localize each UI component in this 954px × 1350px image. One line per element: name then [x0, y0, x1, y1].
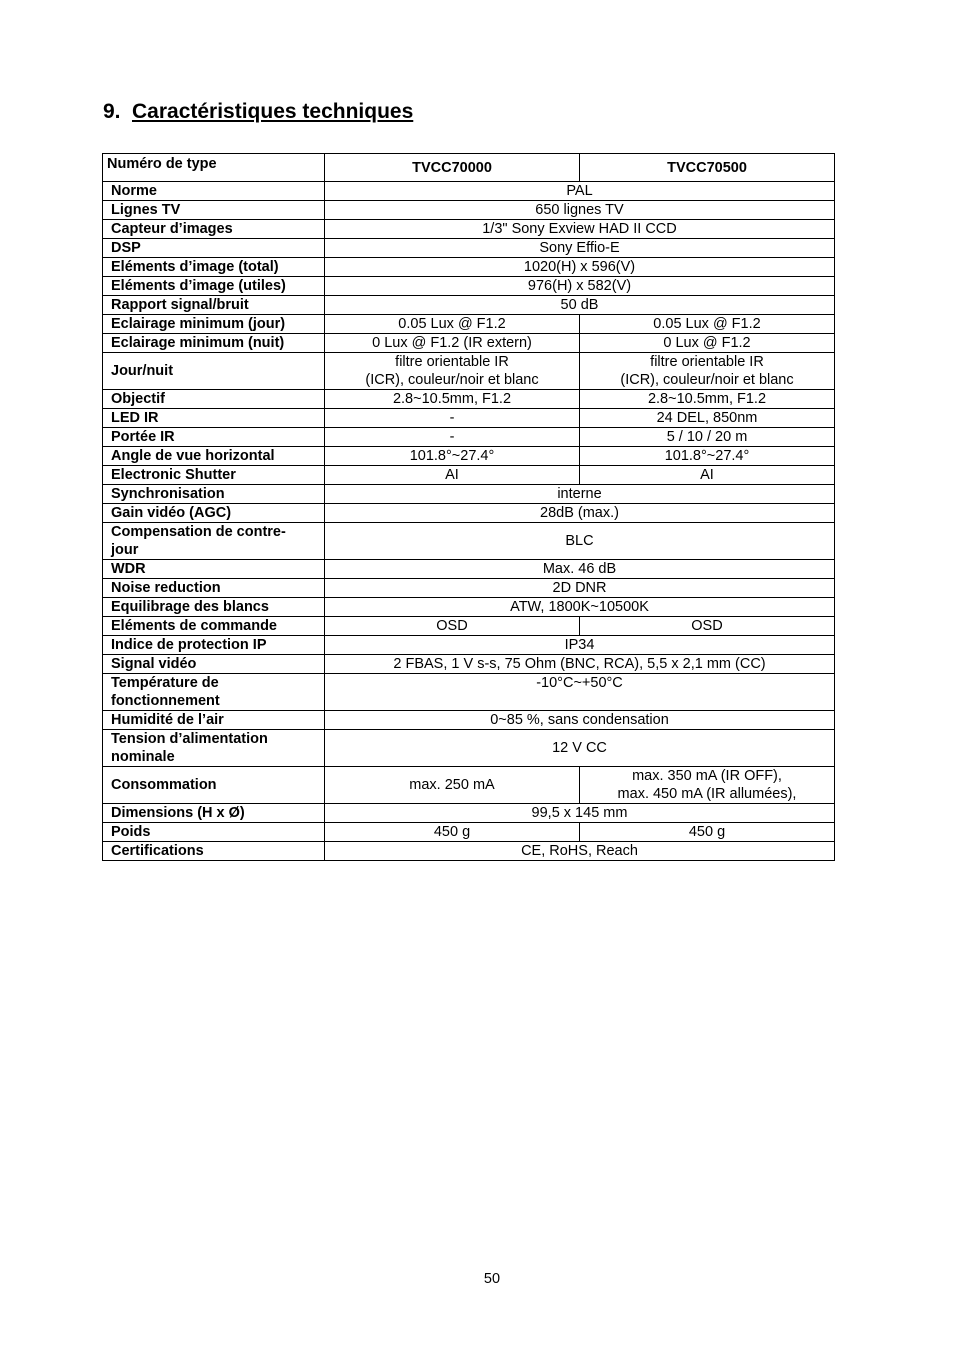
- row-value: Max. 46 dB: [325, 560, 835, 579]
- header-label: Numéro de type: [103, 154, 325, 182]
- row-value-b: [580, 767, 835, 804]
- row-value-b: 101.8°~27.4°: [580, 447, 835, 466]
- section-title-text: Caractéristiques techniques: [132, 100, 414, 123]
- row-label: Jour/nuit: [103, 353, 325, 390]
- table-row: [103, 220, 835, 239]
- label-line: jour: [111, 542, 139, 558]
- row-value: ATW, 1800K~10500K: [325, 598, 835, 617]
- row-value: interne: [325, 485, 835, 504]
- row-value-b: 24 DEL, 850nm: [580, 409, 835, 428]
- value-line: filtre orientable IR: [395, 354, 509, 370]
- table-row: [103, 617, 835, 636]
- row-value: 0~85 %, sans condensation: [325, 711, 835, 730]
- table-row: [103, 674, 835, 711]
- row-label: Eléments de commande: [103, 617, 325, 636]
- table-row: [103, 466, 835, 485]
- table-row: [103, 334, 835, 353]
- label-line: Compensation de contre-: [111, 524, 286, 540]
- value-line: (ICR), couleur/noir et blanc: [620, 372, 794, 388]
- row-value: CE, RoHS, Reach: [325, 842, 835, 861]
- row-value: 976(H) x 582(V): [325, 277, 835, 296]
- section-title: [103, 98, 413, 126]
- table-row: [103, 767, 835, 804]
- table-row: [103, 711, 835, 730]
- table-header-row: [103, 154, 835, 182]
- row-label: Eléments d’image (total): [103, 258, 325, 277]
- row-label: Indice de protection IP: [103, 636, 325, 655]
- value-line: filtre orientable IR: [650, 354, 764, 370]
- value-line: (ICR), couleur/noir et blanc: [365, 372, 539, 388]
- row-label: Gain vidéo (AGC): [103, 504, 325, 523]
- table-row: [103, 560, 835, 579]
- row-label: [103, 674, 325, 711]
- table-row: [103, 504, 835, 523]
- row-label: Consommation: [103, 767, 325, 804]
- row-value: 99,5 x 145 mm: [325, 804, 835, 823]
- row-value-b: 0 Lux @ F1.2: [580, 334, 835, 353]
- header-model-b: TVCC70500: [580, 154, 835, 182]
- row-label: Noise reduction: [103, 579, 325, 598]
- row-value-a: 2.8~10.5mm, F1.2: [325, 390, 580, 409]
- header-model-a: TVCC70000: [325, 154, 580, 182]
- row-label: DSP: [103, 239, 325, 258]
- table-row: [103, 390, 835, 409]
- row-label: Certifications: [103, 842, 325, 861]
- row-label: Lignes TV: [103, 201, 325, 220]
- table-row: [103, 842, 835, 861]
- value-line: max. 350 mA (IR OFF),: [632, 768, 782, 784]
- row-value-b: 450 g: [580, 823, 835, 842]
- row-value: Sony Effio-E: [325, 239, 835, 258]
- label-line: fonctionnement: [111, 693, 220, 709]
- row-label: Humidité de l’air: [103, 711, 325, 730]
- row-value-a: max. 250 mA: [325, 767, 580, 804]
- row-label: Electronic Shutter: [103, 466, 325, 485]
- row-value: 1020(H) x 596(V): [325, 258, 835, 277]
- table-row: [103, 296, 835, 315]
- row-value: 50 dB: [325, 296, 835, 315]
- row-value-a: 0 Lux @ F1.2 (IR extern): [325, 334, 580, 353]
- row-label: [103, 730, 325, 767]
- row-value: 2D DNR: [325, 579, 835, 598]
- table-row: [103, 730, 835, 767]
- table-row: [103, 239, 835, 258]
- row-label: Dimensions (H x Ø): [103, 804, 325, 823]
- row-value: 650 lignes TV: [325, 201, 835, 220]
- row-value-a: 450 g: [325, 823, 580, 842]
- row-label: Eléments d’image (utiles): [103, 277, 325, 296]
- row-label: Angle de vue horizontal: [103, 447, 325, 466]
- label-line: Tension d’alimentation: [111, 731, 268, 747]
- row-label: Synchronisation: [103, 485, 325, 504]
- table-row: [103, 485, 835, 504]
- row-value-b: [580, 353, 835, 390]
- table-row: [103, 428, 835, 447]
- table-row: [103, 823, 835, 842]
- row-value-a: 0.05 Lux @ F1.2: [325, 315, 580, 334]
- row-label: Poids: [103, 823, 325, 842]
- table-row: [103, 409, 835, 428]
- row-label: Rapport signal/bruit: [103, 296, 325, 315]
- row-value-a: OSD: [325, 617, 580, 636]
- row-value-b: AI: [580, 466, 835, 485]
- row-value: PAL: [325, 182, 835, 201]
- table-row: [103, 447, 835, 466]
- row-label: Norme: [103, 182, 325, 201]
- row-value-a: [325, 353, 580, 390]
- row-value-a: -: [325, 428, 580, 447]
- table-row: [103, 579, 835, 598]
- table-row: [103, 523, 835, 560]
- table-row: [103, 258, 835, 277]
- row-label: LED IR: [103, 409, 325, 428]
- table-row: [103, 315, 835, 334]
- table-row: [103, 182, 835, 201]
- row-value-b: 2.8~10.5mm, F1.2: [580, 390, 835, 409]
- section-number: 9.: [103, 100, 121, 123]
- row-label: Eclairage minimum (nuit): [103, 334, 325, 353]
- value-line: max. 450 mA (IR allumées),: [617, 786, 797, 802]
- row-value-a: -: [325, 409, 580, 428]
- row-label: Objectif: [103, 390, 325, 409]
- row-value-b: OSD: [580, 617, 835, 636]
- table-row: [103, 598, 835, 617]
- row-label: [103, 523, 325, 560]
- row-label: Equilibrage des blancs: [103, 598, 325, 617]
- row-value: 2 FBAS, 1 V s-s, 75 Ohm (BNC, RCA), 5,5 x 2,1 mm (CC): [325, 655, 835, 674]
- row-value: 28dB (max.): [325, 504, 835, 523]
- table-row: [103, 353, 835, 390]
- row-value: 1/3" Sony Exview HAD II CCD: [325, 220, 835, 239]
- label-line: nominale: [111, 749, 175, 765]
- row-value: BLC: [325, 523, 835, 560]
- spec-table: [102, 153, 835, 861]
- row-value-b: 5 / 10 / 20 m: [580, 428, 835, 447]
- row-value-b: 0.05 Lux @ F1.2: [580, 315, 835, 334]
- table-row: [103, 277, 835, 296]
- table-row: [103, 804, 835, 823]
- row-value: -10°C~+50°C: [325, 674, 835, 711]
- row-value-a: 101.8°~27.4°: [325, 447, 580, 466]
- row-label: Signal vidéo: [103, 655, 325, 674]
- table-row: [103, 201, 835, 220]
- page-number: 50: [483, 1271, 501, 1287]
- row-value: IP34: [325, 636, 835, 655]
- table-row: [103, 636, 835, 655]
- label-line: Température de: [111, 675, 219, 691]
- row-value-a: AI: [325, 466, 580, 485]
- row-label: Capteur d’images: [103, 220, 325, 239]
- row-label: WDR: [103, 560, 325, 579]
- row-label: Eclairage minimum (jour): [103, 315, 325, 334]
- row-value: 12 V CC: [325, 730, 835, 767]
- row-label: Portée IR: [103, 428, 325, 447]
- table-row: [103, 655, 835, 674]
